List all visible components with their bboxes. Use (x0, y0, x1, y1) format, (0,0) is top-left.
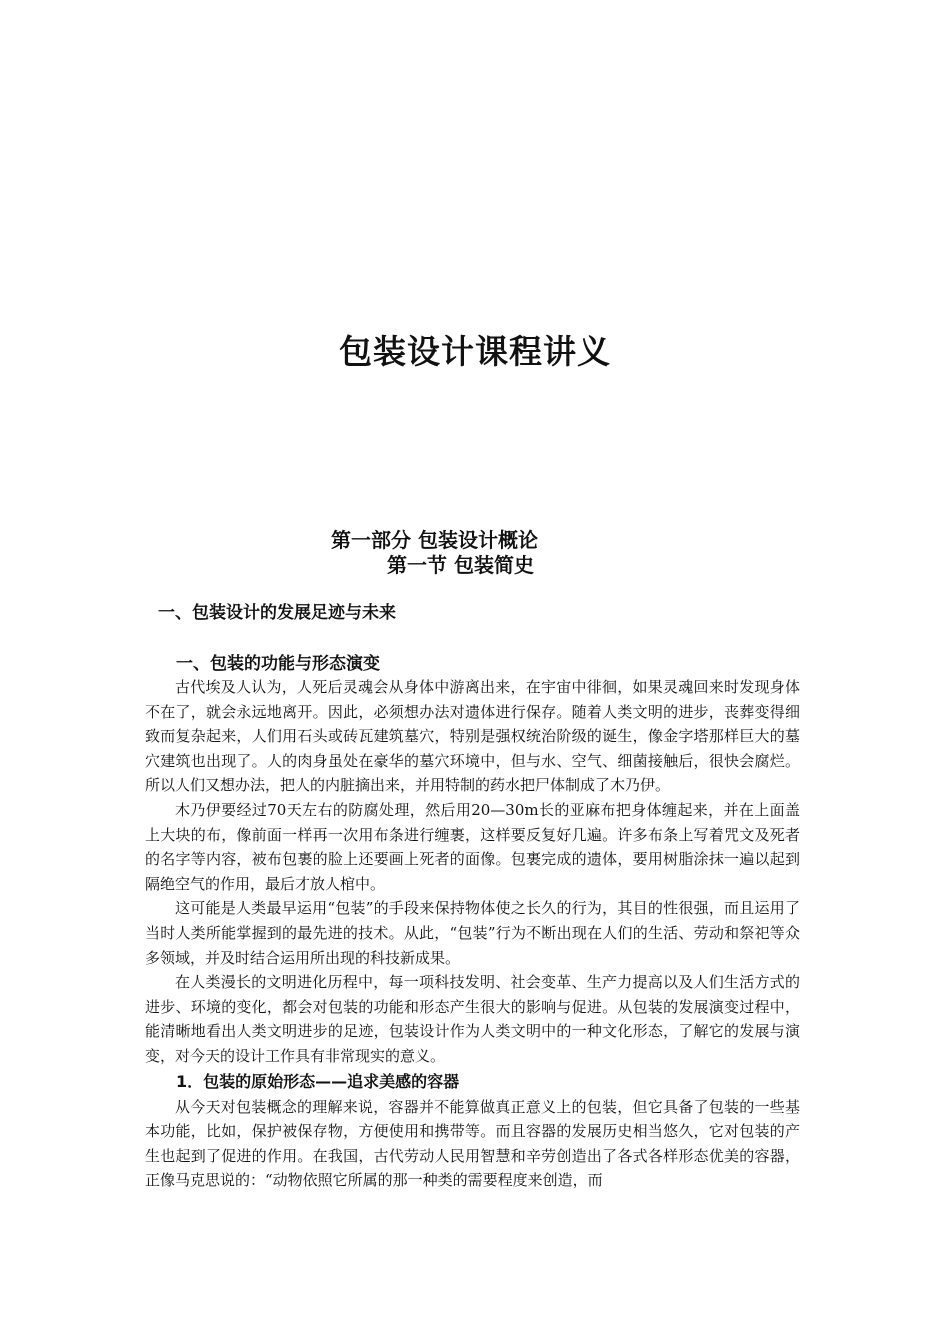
paragraph-civilization-progress: 在人类漫长的文明进化历程中，每一项科技发明、社会变革、生产力提高以及人们生活方式的进步、环境的变化，都会对包装的功能和形态产生很大的影响与促进。从包装的发展演变过程中，能清晰地看出人类文明进步的足迹，包装设计作为人类文明中的一种文化形态，了解它的发展与演变，对今天的设计工作具有非常现实的意义。 (145, 973, 800, 1065)
section-title: 第一节 包装简史 (387, 553, 534, 577)
item-heading-primitive-form: 1．包装的原始形态——追求美感的容器 (176, 1071, 460, 1091)
document-title: 包装设计课程讲义 (339, 332, 611, 371)
body-text (145, 675, 800, 1193)
part-title: 第一部分 包装设计概论 (331, 528, 538, 552)
chapter-heading: 一、包装设计的发展足迹与未来 (158, 603, 396, 623)
subsection-heading: 一、包装的功能与形态演变 (176, 654, 380, 674)
paragraph-earliest-packaging: 这可能是人类最早运用“包装”的手段来保持物体使之长久的行为，其目的性很强，而且运用了当时人类所能掌握到的最先进的技术。从此，“包装”行为不断出现在人们的生活、劳动和祭祀等众多领域，并及时结合运用所出现的科技新成果。 (145, 899, 800, 967)
paragraph-mummy-belief: 古代埃及人认为，人死后灵魂会从身体中游离出来，在宇宙中徘徊，如果灵魂回来时发现身体不在了，就会永远地离开。因此，必须想办法对遗体进行保存。随着人类文明的进步，丧葬变得细致而复杂起来，人们用石头或砖瓦建筑墓穴，特别是强权统治阶级的诞生，像金字塔那样巨大的墓穴建筑也出现了。人的肉身虽处在豪华的墓穴环境中，但与水、空气、细菌接触后，很快会腐烂。所以人们又想办法，把人的内脏摘出来，并用特制的药水把尸体制成了木乃伊。 (145, 678, 800, 795)
paragraph-containers: 从今天对包装概念的理解来说，容器并不能算做真正意义上的包装，但它具备了包装的一些基本功能，比如，保护被保存物，方便使用和携带等。而且容器的发展历史相当悠久，它对包装的产生也起到了促进的作用。在我国，古代劳动人民用智慧和辛劳创造出了各式各样形态优美的容器，正像马克思说的：“动物依照它所属的那一种类的需要程度来创造，而 (145, 1097, 800, 1190)
paragraph-mummy-process: 木乃伊要经过70天左右的防腐处理，然后用20—30m长的亚麻布把身体缠起来，并在上面盖上大块的布，像前面一样再一次用布条进行缠裹，这样要反复好几遍。许多布条上写着咒文及死者的名字等内容，被布包裹的脸上还要画上死者的面像。包裹完成的遗体，要用树脂涂抹一遍以起到隔绝空气的作用，最后才放人棺中。 (145, 800, 800, 893)
